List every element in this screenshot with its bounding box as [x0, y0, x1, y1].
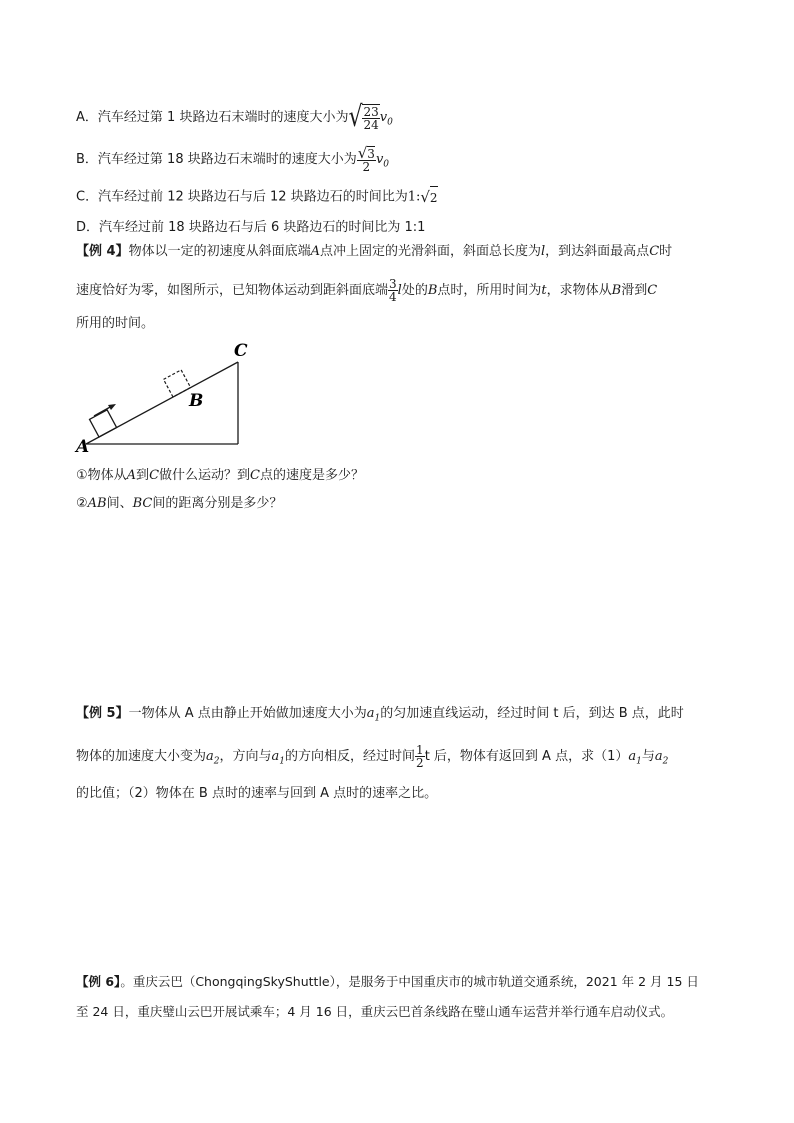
option-a-text: 汽车经过第 1 块路边石末端时的速度大小为 — [97, 110, 349, 125]
option-c: C．汽车经过前 12 块路边石与后 12 块路边石的时间比为1:√2 — [76, 188, 438, 206]
ex5-line1: 【例 5】一物体从 A 点由静止开始做加速度大小为$a_1$的匀加速直线运动，经过时间 t 后，到达 B 点，此时 — [76, 706, 684, 724]
fraction-sqrt3-over-2: $\frac{√3}{2}$ — [357, 144, 375, 174]
option-d — [76, 218, 425, 238]
arrow-icon — [94, 404, 116, 416]
block-dashed — [164, 370, 191, 397]
sqrt-2: √2 — [420, 188, 438, 206]
option-b-text: 汽车经过第 18 块路边石末端时的速度大小为 — [97, 152, 357, 167]
label-a: A — [76, 437, 90, 457]
ex4-question-2: ②AB间、BC间的距离分别是多少？ — [76, 496, 283, 511]
ex4-line3: 所用的时间。 — [76, 316, 155, 331]
ex6-tag: 【例 6】 — [76, 974, 121, 989]
ex5-line2: 物体的加速度大小变为$a_2$，方向与$a_1$的方向相反，经过时间 $\frac{1}{2}$ t 后，物体有返回到 A 点，求$(1)a_1$与$a_2$ — [76, 743, 669, 770]
ex6-line1: 【例 6】。重庆云巴（ChongqingSkyShuttle），是服务于中国重庆市的城市轨道交通系统，2021 年 2 月 15 日 — [76, 974, 699, 989]
option-d-text: 汽车经过前 18 块路边石与后 6 块路边石的时间比为 1:1 — [99, 220, 426, 235]
ex4-tag: 【例 4】 — [76, 244, 129, 259]
option-d-label: D． — [76, 220, 100, 235]
ex5-line3: 的比值；（2）物体在 B 点时的速率与回到 A 点时的速率之比。 — [76, 786, 438, 801]
option-c-text: 汽车经过前 12 块路边石与后 12 块路边石的时间比为 — [98, 189, 408, 205]
label-c: C — [234, 341, 248, 361]
option-a: A．汽车经过第 1 块路边石末端时的速度大小为√ $\frac{23}{24}$ $v_0$ — [76, 100, 393, 134]
incline-figure — [72, 338, 272, 458]
option-b: B．汽车经过第 18 块路边石末端时的速度大小为 $\frac{√3}{2}$ $v_0$ — [76, 144, 390, 174]
option-b-label: B． — [76, 152, 98, 167]
ex4-line1: 【例 4】物体以一定的初速度从斜面底端A点冲上固定的光滑斜面，斜面总长度为l，到达斜面最高点C时 — [76, 244, 673, 259]
ex4-line2: 速度恰好为零，如图所示，已知物体运动到距斜面底端 $\frac{3}{4}$ l处的B点时，所用时间为t，求物体从B滑到C — [76, 277, 658, 304]
ex4-question-1: ①物体从A到C做什么运动？到C点的速度是多少？ — [76, 468, 364, 483]
fraction-3-4: $\frac{3}{4}$ — [389, 277, 397, 304]
block-solid — [90, 410, 117, 437]
fraction-1-2: $\frac{1}{2}$ — [416, 743, 424, 770]
option-c-label: C． — [76, 189, 99, 205]
ex6-line2: 至 24 日，重庆璧山云巴开展试乘车；4 月 16 日，重庆云巴首条线路在璧山通车运营并举行通车启动仪式。 — [76, 1004, 674, 1019]
sqrt-fraction-23-24: √ $\frac{23}{24}$ — [348, 100, 379, 134]
label-b: B — [189, 391, 204, 411]
ex5-tag: 【例 5】 — [76, 706, 129, 721]
option-a-label: A． — [76, 110, 98, 125]
